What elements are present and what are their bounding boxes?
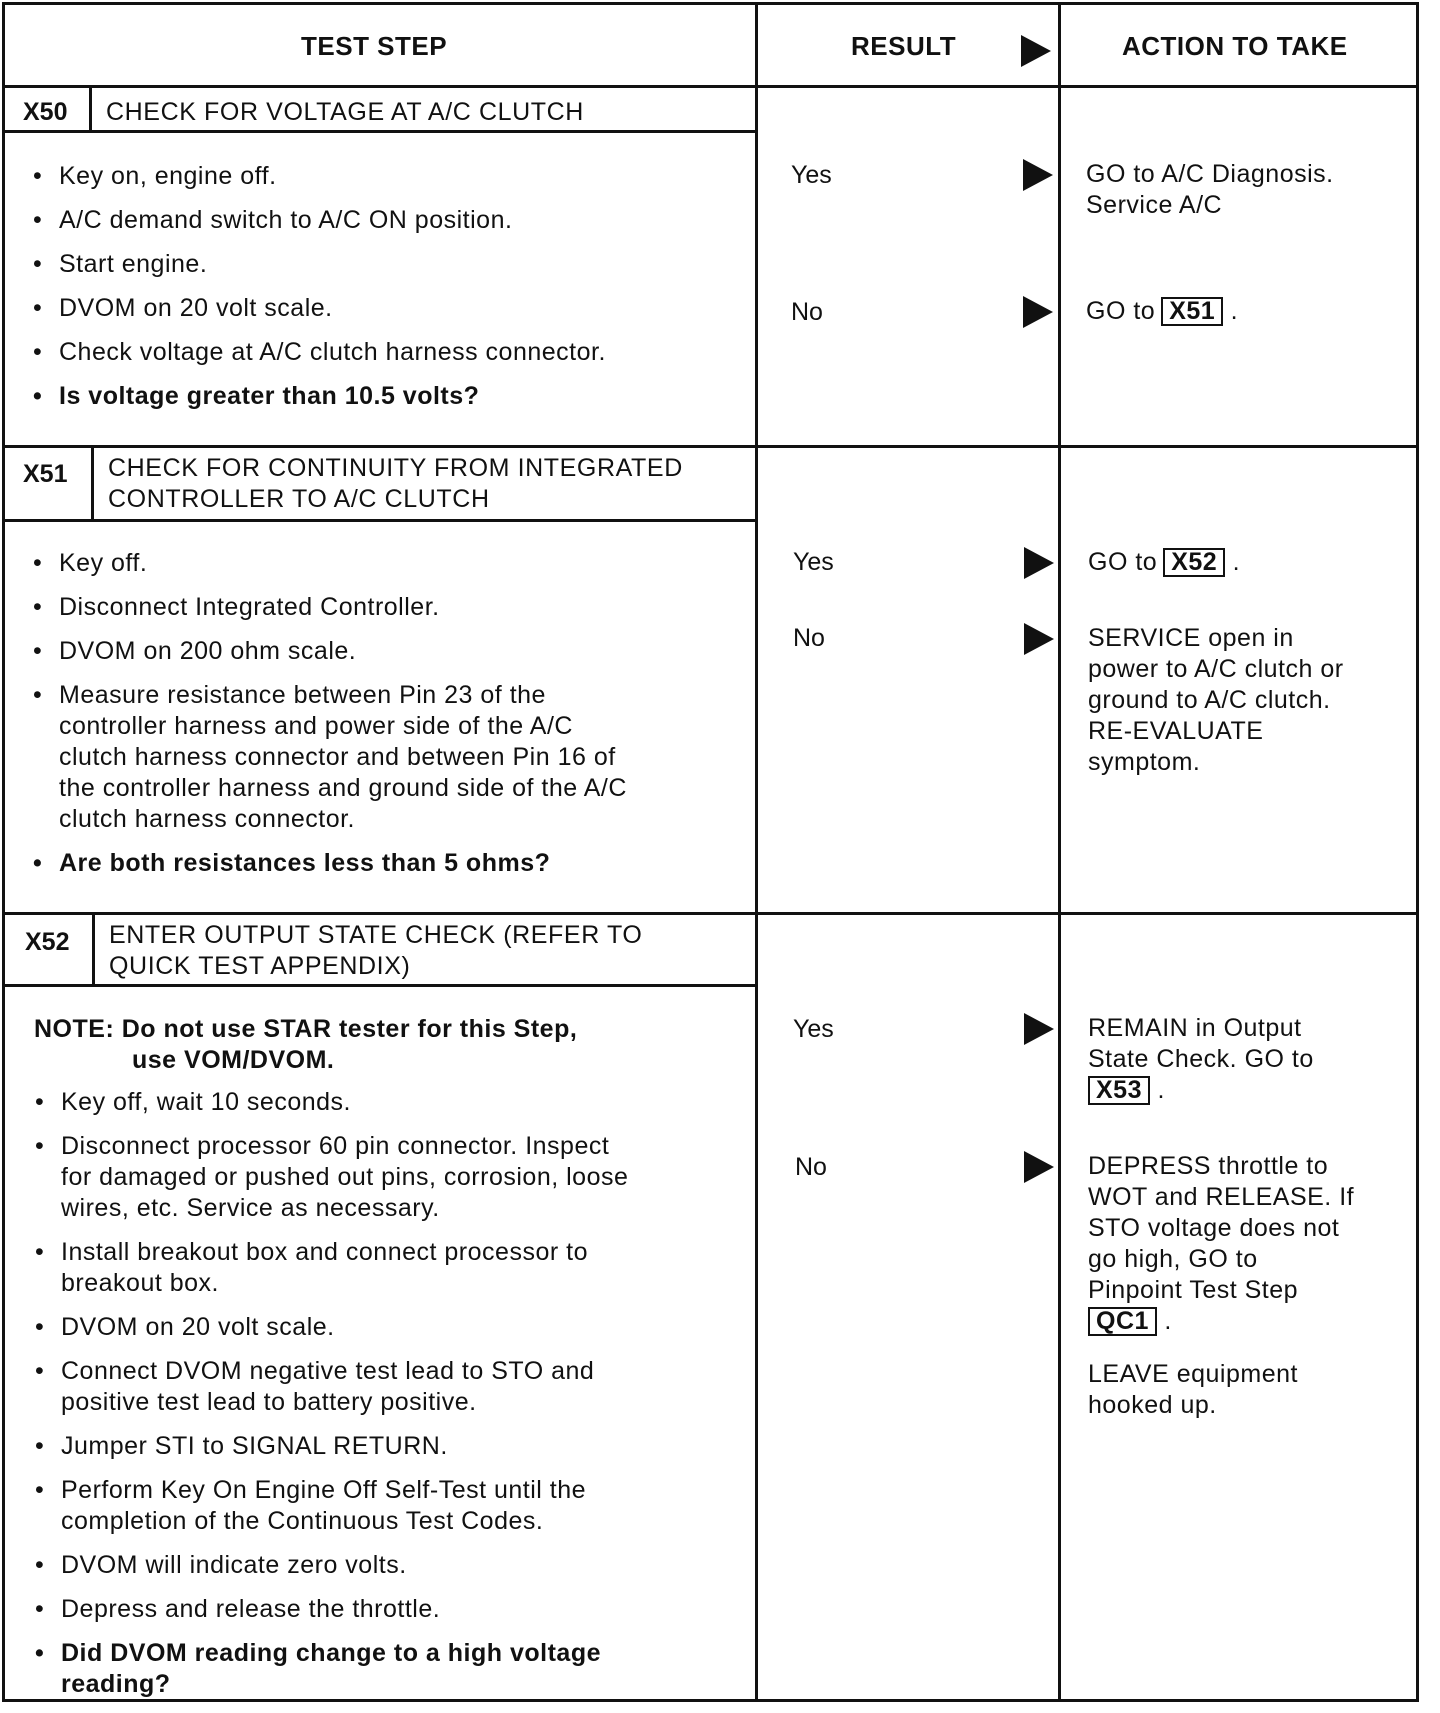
step-question [35,1638,755,1700]
step-title-divider [5,130,755,133]
bullet-item: • Key on, engine off. [33,161,753,192]
step-bullets [33,161,753,425]
bullet-item [35,1431,755,1462]
step-bullets [33,548,753,892]
bullet-line: • DVOM on 20 volt scale. [61,1313,335,1341]
step-title-divider [5,984,755,987]
bullet-line: • Depress and release the throttle. [61,1595,441,1623]
step-divider [5,445,1416,448]
bullet-line: for damaged or pushed out pins, corrosion, loose [61,1163,629,1191]
step-title-line: QUICK TEST APPENDIX) [109,952,411,980]
bullet-line: • Disconnect processor 60 pin connector. Inspect [61,1132,610,1160]
step-note [34,1014,577,1076]
bullet-line: clutch harness connector. [59,805,355,833]
action-suffix: . [1157,1076,1165,1104]
bullet-item: • A/C demand switch to A/C ON position. [33,205,753,236]
step-id: X50 [23,98,68,126]
bullet-item [35,1237,755,1299]
arrow-right-icon [1024,1013,1054,1045]
step-question: • Are both resistances less than 5 ohms? [33,848,753,879]
bullet-line: • Perform Key On Engine Off Self-Test until the [61,1476,587,1504]
bullet-line: wires, etc. Service as necessary. [61,1194,440,1222]
action-line: REMAIN in Output [1088,1014,1302,1042]
diagnostic-table [2,2,1419,1702]
bullet-line: the controller harness and ground side of the A/C [59,774,627,802]
header-arrow-icon [1021,35,1051,67]
bullet-item: • DVOM on 20 volt scale. [33,293,753,324]
step-title-line: ENTER OUTPUT STATE CHECK (REFER TO [109,921,643,949]
action-no [1088,1151,1354,1421]
result-yes: Yes [793,1015,834,1043]
header-test-step: TEST STEP [301,31,448,61]
bullet-line: controller harness and power side of the A/C [59,712,573,740]
result-no: No [795,1153,827,1181]
bullet-item [35,1475,755,1537]
bullet-item [35,1312,755,1343]
bullet-line: breakout box. [61,1269,219,1297]
bullet-item: • Key off. [33,548,753,579]
bullet-item [35,1356,755,1418]
result-yes: Yes [793,548,834,576]
step-bullets [35,1087,755,1713]
step-title [108,453,683,515]
action-line: State Check. GO to [1088,1045,1314,1073]
question-line: • Did DVOM reading change to a high voltage [61,1639,601,1667]
action-line: symptom. [1088,748,1201,776]
step-title-line: CONTROLLER TO A/C CLUTCH [108,485,490,513]
step-id: X51 [23,460,68,488]
action-line: GO to A/C Diagnosis. [1086,160,1334,188]
action-line: STO voltage does not [1088,1214,1340,1242]
bullet-item [33,680,753,835]
bullet-item: • DVOM on 200 ohm scale. [33,636,753,667]
bullet-line: completion of the Continuous Test Codes. [61,1507,544,1535]
action-line: DEPRESS throttle to [1088,1152,1329,1180]
action-line: Service A/C [1086,191,1223,219]
action-yes [1088,1013,1314,1106]
bullet-item [35,1131,755,1224]
bullet-item: • Disconnect Integrated Controller. [33,592,753,623]
bullet-line: • Install breakout box and connect processor to [61,1238,588,1266]
action-line: power to A/C clutch or [1088,655,1344,683]
step-reference-link[interactable]: X53 [1088,1076,1150,1105]
step-id-divider [89,85,92,130]
step-title [109,920,642,982]
action-text: GO to [1086,297,1156,325]
result-no: No [791,298,823,326]
action-line: hooked up. [1088,1391,1217,1419]
action-yes [1086,159,1334,221]
header-divider [5,85,1416,88]
action-line: RE-EVALUATE [1088,717,1264,745]
result-yes: Yes [791,161,832,189]
column-divider-action [1058,5,1061,1699]
step-title-line: CHECK FOR VOLTAGE AT A/C CLUTCH [106,98,584,126]
bullet-line: • DVOM will indicate zero volts. [61,1551,407,1579]
column-divider-result [755,5,758,1699]
bullet-item: • Start engine. [33,249,753,280]
step-divider [5,912,1416,915]
action-line: ground to A/C clutch. [1088,686,1331,714]
bullet-line: • Jumper STI to SIGNAL RETURN. [61,1432,448,1460]
step-title-line: CHECK FOR CONTINUITY FROM INTEGRATED [108,454,683,482]
action-line [1088,1306,1354,1337]
action-suffix: . [1232,548,1241,576]
result-no: No [793,624,825,652]
bullet-item [35,1087,755,1118]
header-result: RESULT [851,31,957,61]
action-suffix: . [1230,297,1239,325]
action-line: Pinpoint Test Step [1088,1276,1299,1304]
bullet-line: positive test lead to battery positive. [61,1388,477,1416]
action-suffix: . [1164,1307,1172,1335]
arrow-right-icon [1023,159,1053,191]
bullet-line: • Connect DVOM negative test lead to STO and [61,1357,595,1385]
bullet-item [35,1550,755,1581]
step-reference-link[interactable]: QC1 [1088,1307,1157,1336]
action-line: WOT and RELEASE. If [1088,1183,1355,1211]
bullet-line: • Measure resistance between Pin 23 of the [59,681,546,709]
action-yes [1088,547,1240,578]
header-action: ACTION TO TAKE [1122,31,1348,61]
step-question: • Is voltage greater than 10.5 volts? [33,381,753,412]
bullet-item [35,1594,755,1625]
action-line: go high, GO to [1088,1245,1258,1273]
step-title-divider [5,519,755,522]
arrow-right-icon [1024,547,1054,579]
step-title [106,97,584,128]
action-text: GO to [1088,548,1158,576]
action-line [1088,1075,1314,1106]
action-line: LEAVE equipment [1088,1360,1298,1388]
bullet-item: • Check voltage at A/C clutch harness connector. [33,337,753,368]
question-line: reading? [61,1670,171,1698]
step-id: X52 [25,928,70,956]
arrow-right-icon [1023,296,1053,328]
step-reference-link[interactable]: X52 [1163,548,1225,577]
action-no [1086,296,1238,327]
note-line: use VOM/DVOM. [132,1046,335,1074]
bullet-line: clutch harness connector and between Pin 16 of [59,743,616,771]
bullet-line: • Key off, wait 10 seconds. [61,1088,351,1116]
action-line: SERVICE open in [1088,624,1294,652]
action-no [1088,623,1344,778]
step-id-divider [91,445,94,519]
spacer [1088,1337,1354,1359]
arrow-right-icon [1024,1151,1054,1183]
step-id-divider [92,912,95,984]
note-line: NOTE: Do not use STAR tester for this Step, [34,1015,578,1043]
step-reference-link[interactable]: X51 [1161,297,1223,326]
arrow-right-icon [1024,623,1054,655]
